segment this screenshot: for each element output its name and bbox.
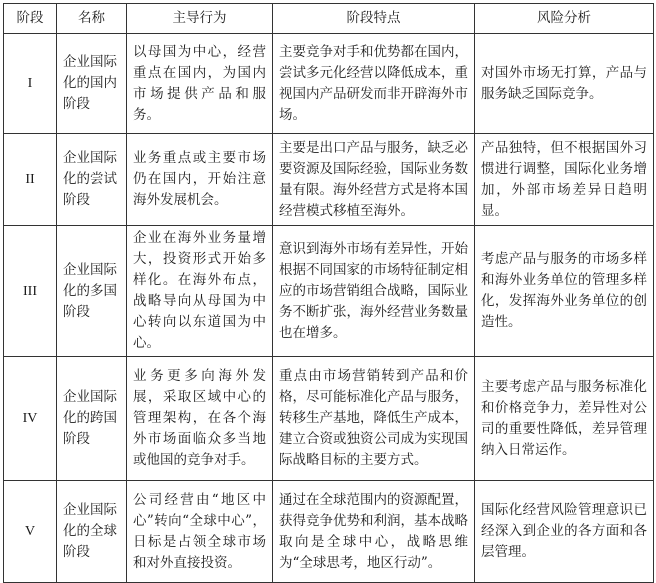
behavior-cell: 业务重点或主要市场仍在国内，开始注意海外发展机会。: [127, 134, 273, 226]
features-cell: 主要竞争对手和优势都在国内，尝试多元化经营以降低成本，重视国内产品研发而非开辟海外市场。: [273, 34, 475, 134]
table-row: [4, 34, 654, 134]
stage-table: [3, 3, 654, 583]
header-risk: 风险分析: [475, 4, 654, 34]
stage-cell: V: [4, 481, 57, 583]
features-cell: 主要是出口产品与服务，缺乏必要资源及国际经验，国际业务数量有限。海外经营方式是将本国经营模式移植至海外。: [273, 134, 475, 226]
features-cell: 重点由市场营销转到产品和价格，尽可能标准化产品与服务，转移生产基地，降低生产成本，建立合资或独资公司成为实现国际战略目标的主要方式。: [273, 357, 475, 481]
header-stage: 阶段: [4, 4, 57, 34]
header-row: [4, 4, 654, 34]
name-cell: 企业国际化的全球阶段: [57, 481, 127, 583]
table-row: [4, 134, 654, 226]
behavior-cell: 业务更多向海外发展，采取区域中心的管理架构，在各个海外市场面临众多当地或他国的竞争对手。: [127, 357, 273, 481]
features-cell: 通过在全球范围内的资源配置，获得竞争优势和利润，基本战略取向是全球中心，战略思维为“全球思考，地区行动”。: [273, 481, 475, 583]
risk-cell: 主要考虑产品与服务标准化和价格竞争力，差异性对公司的重要性降低，差异管理纳入日常运作。: [475, 357, 654, 481]
header-features: 阶段特点: [273, 4, 475, 34]
table-row: [4, 357, 654, 481]
name-cell: 企业国际化的尝试阶段: [57, 134, 127, 226]
stage-cell: I: [4, 34, 57, 134]
name-cell: 企业国际化的跨国阶段: [57, 357, 127, 481]
header-behavior: 主导行为: [127, 4, 273, 34]
table-row: [4, 481, 654, 583]
stage-cell: III: [4, 226, 57, 357]
header-name: 名称: [57, 4, 127, 34]
risk-cell: 对国外市场无打算，产品与服务缺乏国际竞争。: [475, 34, 654, 134]
name-cell: 企业国际化的国内阶段: [57, 34, 127, 134]
behavior-cell: 公司经营由“地区中心”转向“全球中心”，日标是占领全球市场和对外直接投资。: [127, 481, 273, 583]
stage-cell: IV: [4, 357, 57, 481]
risk-cell: 考虑产品与服务的市场多样和海外业务单位的管理多样化，发挥海外业务单位的创造性。: [475, 226, 654, 357]
stage-cell: II: [4, 134, 57, 226]
table-row: [4, 226, 654, 357]
features-cell: 意识到海外市场有差异性，开始根据不同国家的市场特征制定相应的市场营销组合战略，国际业务不断扩张，海外经营业务数量也在增多。: [273, 226, 475, 357]
behavior-cell: 企业在海外业务量增大，投资形式开始多样化。在海外布点，战略导向从母国为中心转向以东道国为中心。: [127, 226, 273, 357]
risk-cell: 国际化经营风险管理意识已经深入到企业的各方面和各层管理。: [475, 481, 654, 583]
risk-cell: 产品独特，但不根据国外习惯进行调整，国际化业务增加，外部市场差异日趋明显。: [475, 134, 654, 226]
behavior-cell: 以母国为中心，经营重点在国内，为国内市场提供产品和服务。: [127, 34, 273, 134]
name-cell: 企业国际化的多国阶段: [57, 226, 127, 357]
